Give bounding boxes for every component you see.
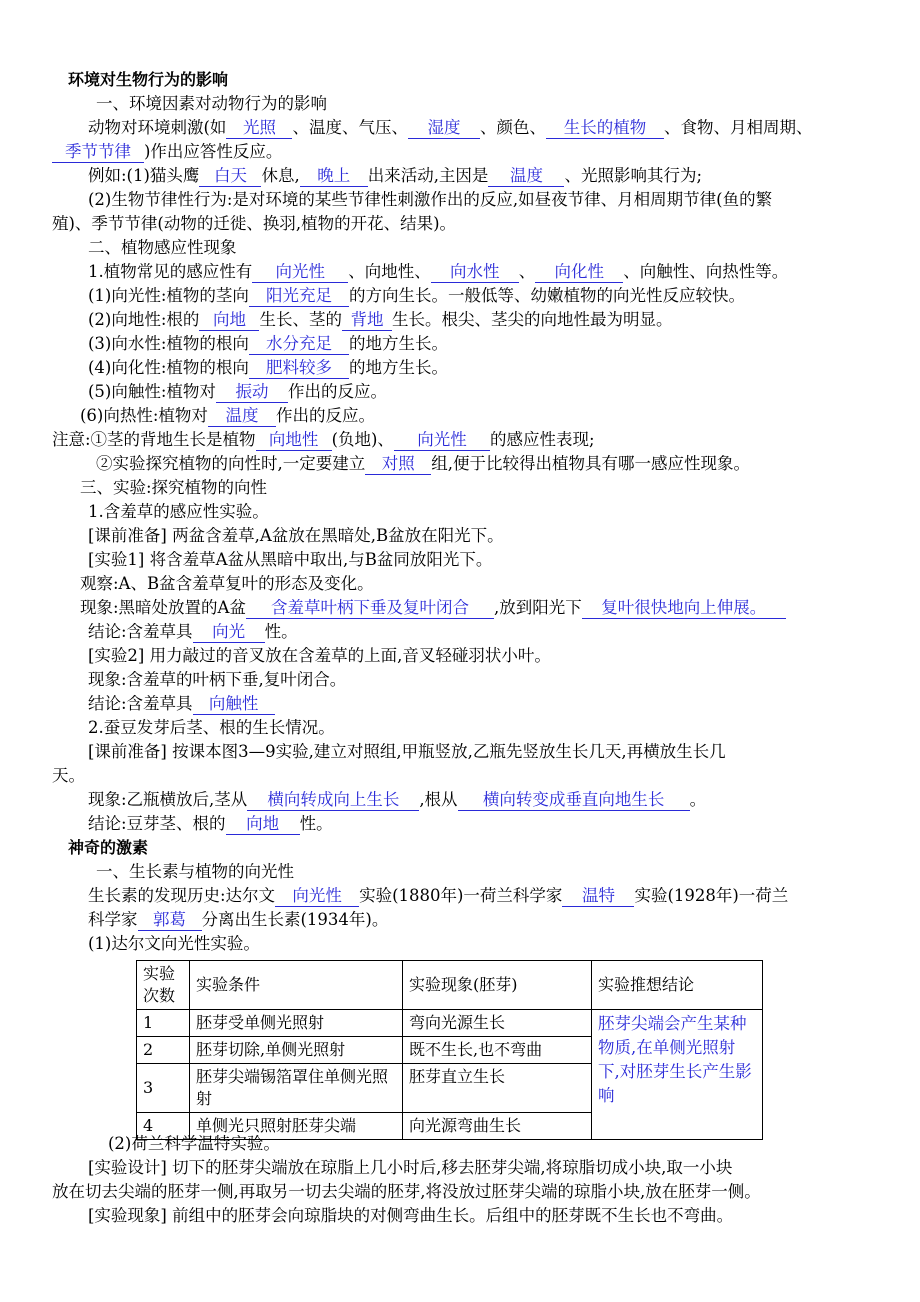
paragraph: 天。 — [52, 766, 85, 785]
paragraph: 结论:含羞草具 向光 性。 — [88, 622, 298, 641]
cell: 单侧光只照射胚芽尖端 — [190, 1113, 403, 1140]
paragraph: 科学家 郭葛 分离出生长素(1934年)。 — [88, 910, 389, 929]
cell: 胚芽直立生长 — [403, 1064, 592, 1113]
answer: 阳光充足 — [249, 286, 349, 307]
header-cell: 实验推想结论 — [592, 961, 763, 1010]
paragraph: 结论:豆芽茎、根的 向地 性。 — [88, 814, 333, 833]
section-title: 神奇的激素 — [68, 838, 149, 857]
note: ②实验探究植物的向性时,一定要建立 对照 组,便于比较得出植物具有哪一感应性现象。 — [96, 454, 750, 473]
answer: 含羞草叶柄下垂及复叶闭合 — [246, 598, 494, 619]
paragraph: 现象:乙瓶横放后,茎从 横向转成向上生长 ,根从 横向转变成垂直向地生长 。 — [88, 790, 707, 809]
answer: 向光性 — [275, 886, 359, 907]
paragraph: [实验2] 用力敲过的音叉放在含羞草的上面,音叉轻碰羽状小叶。 — [88, 646, 551, 665]
paragraph: [实验设计] 切下的胚芽尖端放在琼脂上几小时后,移去胚芽尖端,将琼脂切成小块,取一小块 — [88, 1158, 733, 1177]
cell: 胚芽尖端锡箔罩住单侧光照射 — [190, 1064, 403, 1113]
paragraph: 殖)、季节节律(动物的迁徙、换羽,植物的开花、结果)。 — [52, 214, 457, 233]
paragraph: 1.植物常见的感应性有 向光性 、向地性、 向水性 、 向化性 、向触性、向热性等。 — [88, 262, 789, 281]
paragraph: (4)向化性:植物的根向 肥料较多 的地方生长。 — [88, 358, 448, 377]
note: 注意:①茎的背地生长是植物 向地性 (负地)、 向光性 的感应性表现; — [52, 430, 595, 449]
paragraph: 动物对环境刺激(如 光照 、温度、气压、 湿度 、颜色、 生长的植物 、食物、月相周期、 — [88, 118, 813, 137]
paragraph: (2)荷兰科学温特实验。 — [108, 1134, 280, 1153]
answer: 水分充足 — [249, 334, 349, 355]
answer: 向地性 — [256, 430, 332, 451]
answer: 肥料较多 — [249, 358, 349, 379]
cell: 胚芽受单侧光照射 — [190, 1010, 403, 1037]
answer: 白天 — [199, 166, 261, 187]
heading: 一、生长素与植物的向光性 — [96, 862, 294, 881]
table-header-row — [137, 961, 763, 1010]
cell: 既不生长,也不弯曲 — [403, 1037, 592, 1064]
cell: 4 — [137, 1113, 190, 1140]
paragraph: (3)向水性:植物的根向 水分充足 的地方生长。 — [88, 334, 448, 353]
answer: 向化性 — [535, 262, 623, 283]
answer: 振动 — [216, 382, 288, 403]
paragraph: 例如:(1)猫头鹰 白天 休息, 晚上 出来活动,主因是 温度 、光照影响其行为; — [88, 166, 702, 185]
header-cell: 实验 次数 — [137, 961, 190, 1010]
answer: 向地 — [199, 310, 259, 331]
cell: 3 — [137, 1064, 190, 1113]
answer: 向水性 — [431, 262, 519, 283]
paragraph: (5)向触性:植物对 振动 作出的反应。 — [88, 382, 387, 401]
answer: 背地 — [342, 310, 392, 331]
paragraph: 观察:A、B盆含羞草复叶的形态及变化。 — [80, 574, 374, 593]
cell: 弯向光源生长 — [403, 1010, 592, 1037]
header-cell: 实验条件 — [190, 961, 403, 1010]
paragraph: 季节节律 )作出应答性反应。 — [52, 140, 282, 164]
heading: 二、植物感应性现象 — [88, 238, 237, 257]
paragraph: 现象:黑暗处放置的A盆 含羞草叶柄下垂及复叶闭合 ,放到阳光下 复叶很快地向上伸展。 — [80, 596, 786, 620]
answer: 向触性 — [193, 694, 275, 715]
answer: 复叶很快地向上伸展。 — [582, 598, 786, 619]
table-row — [137, 1010, 763, 1037]
answer: 温特 — [562, 886, 634, 907]
paragraph: (1)向光性:植物的茎向 阳光充足 的方向生长。一般低等、幼嫩植物的向光性反应较快。 — [88, 286, 745, 305]
answer: 光照 — [226, 118, 292, 139]
answer: 湿度 — [408, 118, 480, 139]
paragraph: (6)向热性:植物对 温度 作出的反应。 — [80, 406, 375, 425]
answer: 季节节律 — [52, 142, 144, 163]
answer: 向地 — [226, 814, 300, 835]
paragraph: 生长素的发现历史:达尔文 向光性 实验(1880年)一荷兰科学家 温特 实验(1928年)一荷兰 — [88, 886, 789, 905]
paragraph: 结论:含羞草具 向触性 — [88, 692, 275, 716]
paragraph: [实验1] 将含羞草A盆从黑暗中取出,与B盆同放阳光下。 — [88, 550, 493, 569]
answer: 温度 — [488, 166, 564, 187]
answer: 向光 — [193, 622, 265, 643]
cell: 1 — [137, 1010, 190, 1037]
heading: 三、实验:探究植物的向性 — [80, 478, 268, 497]
paragraph: (1)达尔文向光性实验。 — [88, 934, 260, 953]
answer: 生长的植物 — [546, 118, 664, 139]
heading: 一、环境因素对动物行为的影响 — [96, 94, 327, 113]
answer: 横向转变成垂直向地生长 — [458, 790, 690, 811]
cell: 2 — [137, 1037, 190, 1064]
answer: 温度 — [208, 406, 276, 427]
cell: 胚芽切除,单侧光照射 — [190, 1037, 403, 1064]
answer: 晚上 — [300, 166, 368, 187]
paragraph: 1.含羞草的感应性实验。 — [88, 502, 269, 521]
header-cell: 实验现象(胚芽) — [403, 961, 592, 1010]
paragraph: 现象:含羞草的叶柄下垂,复叶闭合。 — [88, 670, 347, 689]
paragraph: 2.蚕豆发芽后茎、根的生长情况。 — [88, 718, 335, 737]
paragraph: (2)生物节律性行为:是对环境的某些节律性刺激作出的反应,如昼夜节律、月相周期节律(鱼的繁 — [88, 190, 773, 209]
answer: 横向转成向上生长 — [247, 790, 419, 811]
paragraph: [课前准备] 按课本图3—9实验,建立对照组,甲瓶竖放,乙瓶先竖放生长几天,再横放生长几 — [88, 742, 726, 761]
paragraph: [实验现象] 前组中的胚芽会向琼脂块的对侧弯曲生长。后组中的胚芽既不生长也不弯曲。 — [88, 1206, 734, 1225]
answer: 向光性 — [252, 262, 348, 283]
paragraph: [课前准备] 两盆含羞草,A盆放在黑暗处,B盆放在阳光下。 — [88, 526, 504, 545]
paragraph: (2)向地性:根的 向地 生长、茎的 背地 生长。根尖、茎尖的向地性最为明显。 — [88, 310, 673, 329]
darwin-experiment-table — [136, 960, 763, 1140]
section-title: 环境对生物行为的影响 — [68, 70, 229, 89]
answer: 郭葛 — [138, 910, 202, 931]
answer: 对照 — [365, 454, 431, 475]
cell: 向光源弯曲生长 — [403, 1113, 592, 1140]
conclusion-cell: 胚芽尖端会产生某种物质,在单侧光照射下,对胚芽生长产生影响 — [592, 1010, 763, 1140]
paragraph: 放在切去尖端的胚芽一侧,再取另一切去尖端的胚芽,将没放过胚芽尖端的琼脂小块,放在胚芽一侧。 — [52, 1182, 761, 1201]
answer: 向光性 — [394, 430, 490, 451]
